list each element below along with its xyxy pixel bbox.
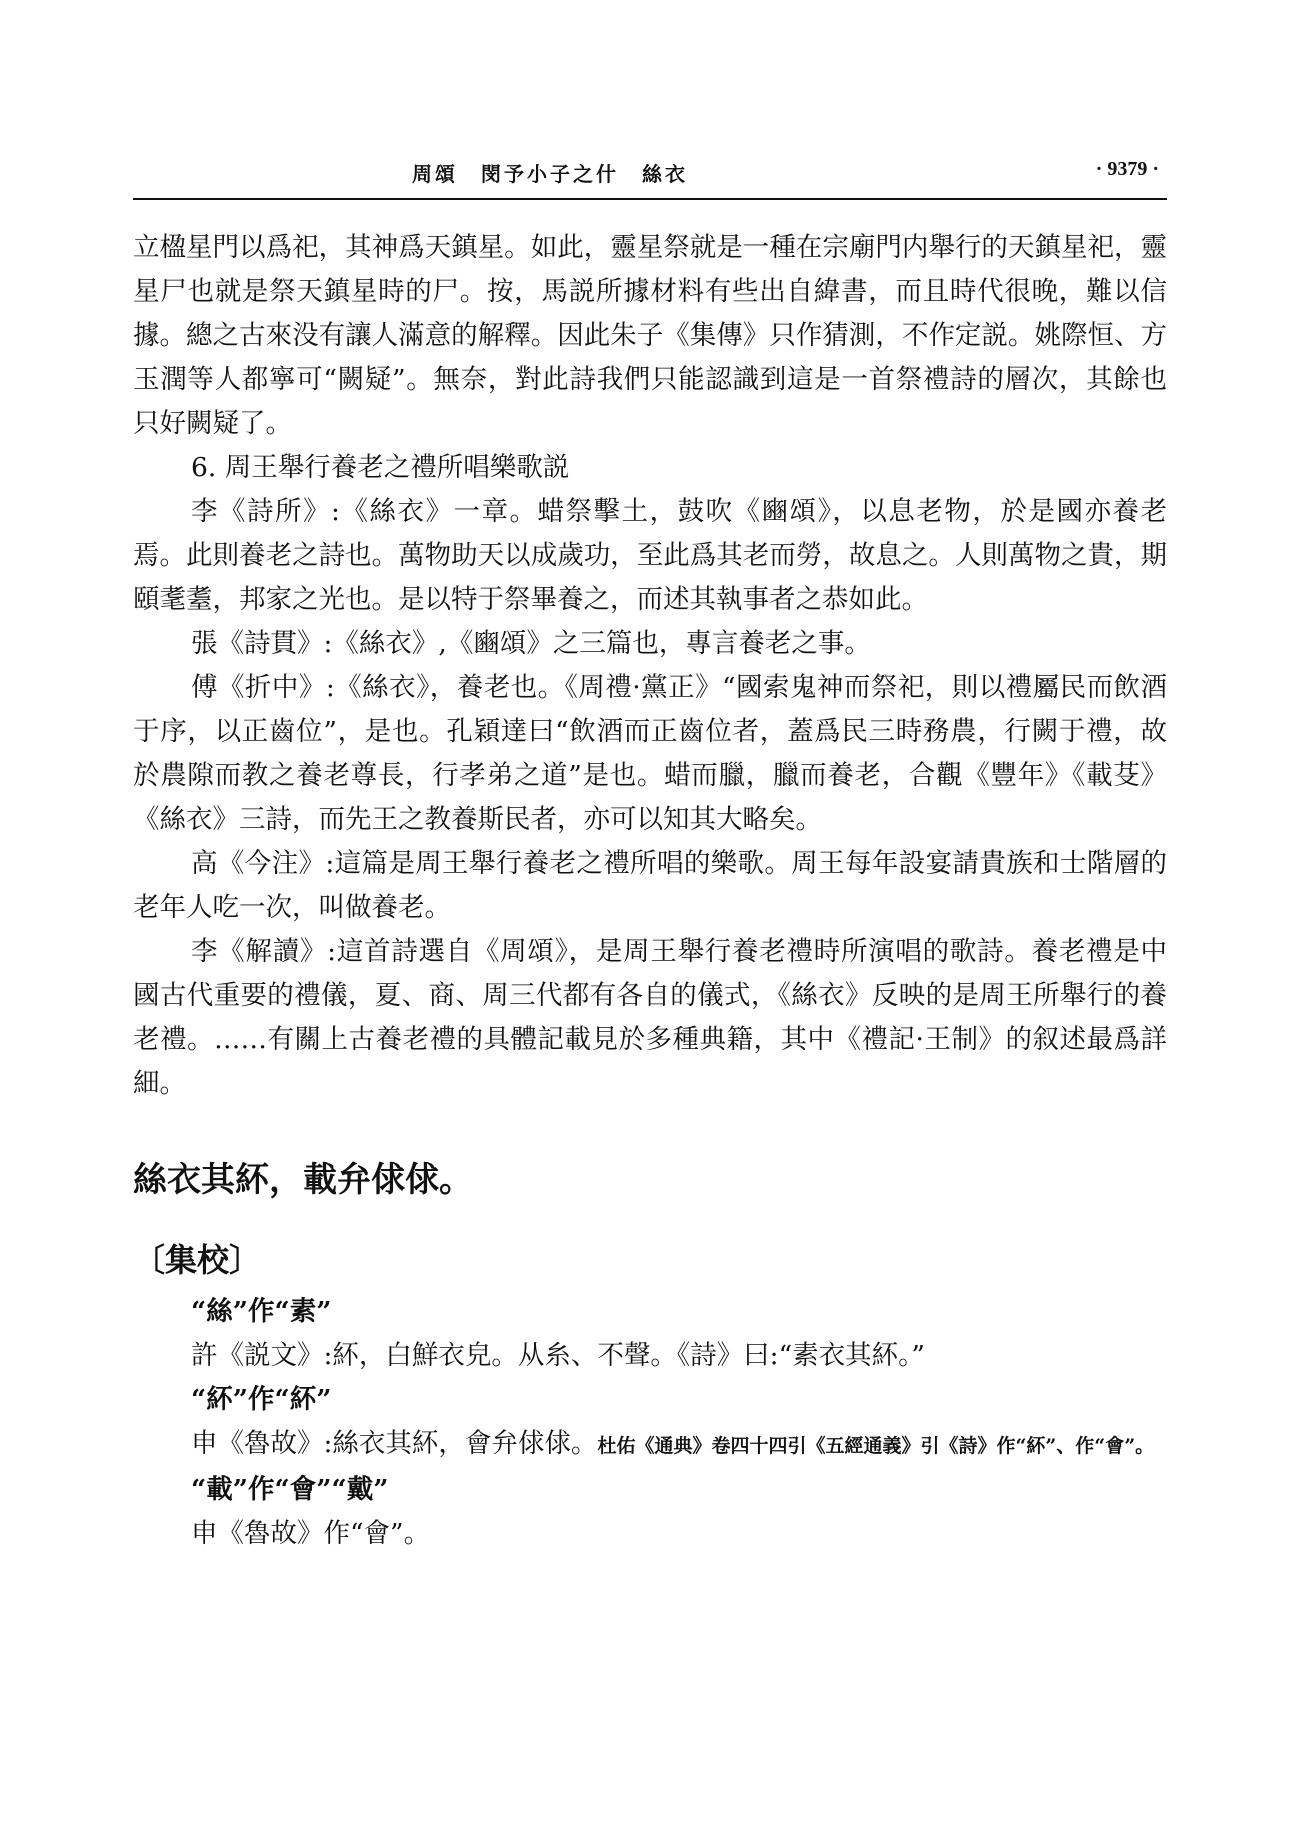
collation-note-2-small: 杜佑《通典》卷四十四引《五經通義》引《詩》作“紑”、作“會”。 bbox=[597, 1435, 1155, 1457]
verse-heading: 絲衣其紑，載弁俅俅。 bbox=[133, 1160, 473, 1200]
paragraph-gao-jinzhu: 高《今注》:這篇是周王舉行養老之禮所唱的樂歌。周王每年設宴請貴族和士階層的老年人吃一次，叫做養老。 bbox=[133, 848, 1167, 923]
paragraph-li-jiedu: 李《解讀》:這首詩選自《周頌》，是周王舉行養老禮時所演唱的歌詩。養老禮是中國古代重要的禮儀，夏、商、周三代都有各自的儀式，《絲衣》反映的是周王所舉行的養老禮。……有關上古養老禮的具體記載見於多種典籍，其中《禮記·王制》的叙述最爲詳細。 bbox=[133, 936, 1167, 1099]
paragraph-continued: 立楹星門以爲祀，其神爲天鎮星。如此，靈星祭就是一種在宗廟門内舉行的天鎮星祀，靈星尸也就是祭天鎮星時的尸。按，馬説所據材料有些出自緯書，而且時代很晚，難以信據。總之古來没有讓人滿意的解釋。因此朱子《集傳》只作猜測，不作定説。姚際恒、方玉潤等人都寧可“闕疑”。無奈，對此詩我們只能認識到這是一首祭禮詩的層次，其餘也只好闕疑了。 bbox=[133, 232, 1167, 439]
variant-heading-3: “載”作“會”“戴” bbox=[191, 1474, 389, 1505]
section-title: 〔集校〕 bbox=[133, 1241, 262, 1279]
paragraph-li-shisuo: 李《詩所》:《絲衣》一章。蜡祭擊土，鼓吹《豳頌》，以息老物，於是國亦養老焉。此則養老之詩也。萬物助天以成歲功，至此爲其老而勞，故息之。人則萬物之貴，期頤耄耋，邦家之光也。是以特于祭畢養之，而述其執事者之恭如此。 bbox=[133, 496, 1167, 615]
variant-heading-2: “紑”作“紑” bbox=[191, 1384, 332, 1415]
page-header bbox=[133, 158, 1167, 200]
subsection-heading: 6. 周王舉行養老之禮所唱樂歌説 bbox=[191, 452, 570, 483]
paragraph-zhang-shiguan: 張《詩貫》:《絲衣》,《豳頌》之三篇也，專言養老之事。 bbox=[191, 628, 871, 659]
collation-note-2 bbox=[133, 1422, 1167, 1468]
page-body bbox=[133, 226, 1167, 1556]
collation-note-3: 申《魯故》作“會”。 bbox=[191, 1518, 431, 1549]
collation-note-1: 許《説文》:紑，白鮮衣皃。从糸、不聲。《詩》曰:“素衣其紑。” bbox=[191, 1340, 925, 1371]
collation-note-2-main: 申《魯故》:絲衣其紑，會弁俅俅。 bbox=[191, 1428, 598, 1459]
variant-heading-1: “絲”作“素” bbox=[191, 1296, 332, 1327]
running-title: 周頌 閔予小子之什 絲衣 bbox=[412, 162, 688, 186]
paragraph-fu-zhezhong: 傅《折中》:《絲衣》，養老也。《周禮·黨正》“國索鬼神而祭祀，則以禮屬民而飲酒于序，以正齒位”，是也。孔穎達曰“飲酒而正齒位者，蓋爲民三時務農，行闕于禮，故於農隙而教之養老尊長，行孝弟之道”是也。蜡而臘，臘而養老，合觀《豐年》《載芟》《絲衣》三詩，而先王之教養斯民者，亦可以知其大略矣。 bbox=[133, 672, 1167, 835]
page-number: · 9379 · bbox=[1095, 158, 1159, 180]
